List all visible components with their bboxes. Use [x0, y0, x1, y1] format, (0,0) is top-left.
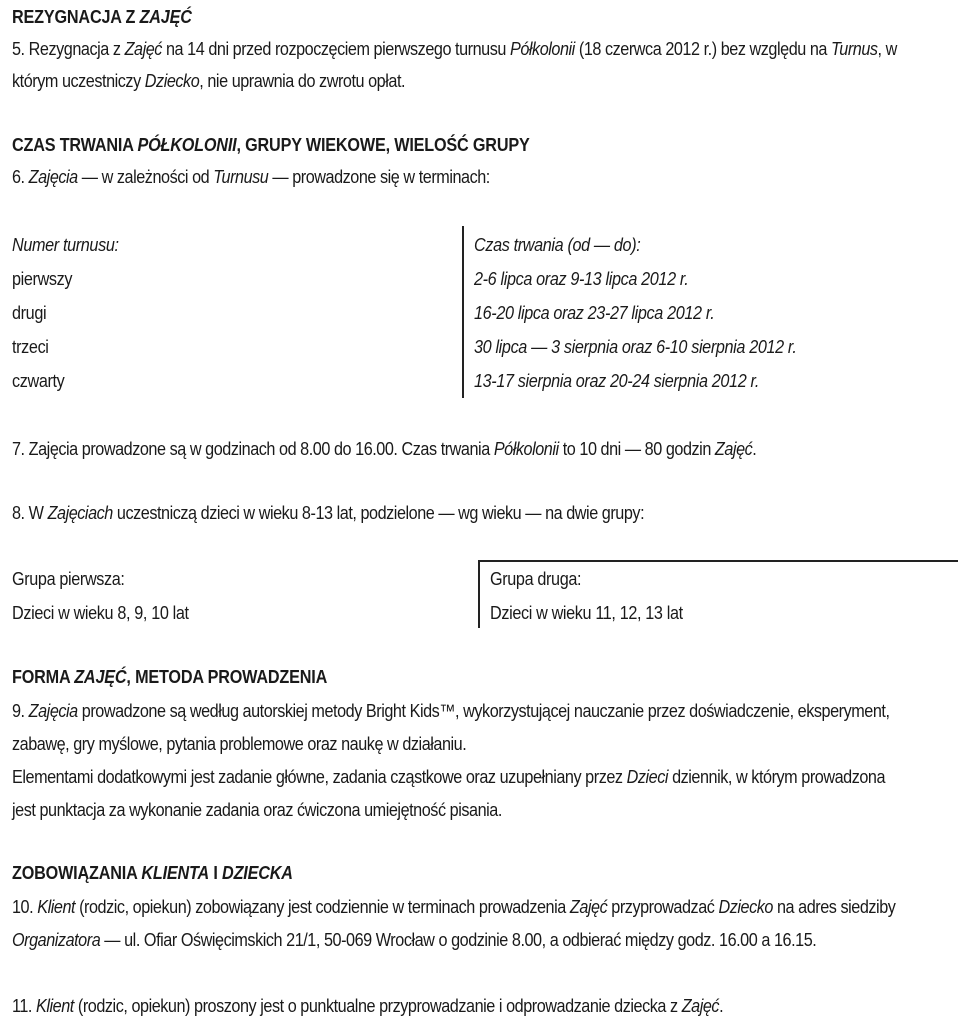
- group-1-header: Grupa pierwsza:: [12, 569, 125, 589]
- section-heading-czas-trwania: CZAS TRWANIA PÓŁKOLONII, GRUPY WIEKOWE, WIELOŚĆ GRUPY: [12, 135, 530, 155]
- turnus-name: czwarty: [12, 371, 65, 391]
- paragraph-8: 8. W Zajęciach uczestniczą dzieci w wieku 8-13 lat, podzielone — wg wieku — na dwie grupy:: [12, 503, 645, 523]
- groups-top-rule: [478, 560, 958, 562]
- turnus-dates: 30 lipca — 3 sierpnia oraz 6-10 sierpnia 2012 r.: [474, 337, 797, 357]
- turnus-name: pierwszy: [12, 269, 73, 289]
- turnus-name: trzeci: [12, 337, 49, 357]
- groups-divider: [478, 560, 480, 628]
- paragraph-9b-line-2: jest punktacja za wykonanie zadania oraz ćwiczona umiejętność pisania.: [12, 800, 502, 820]
- paragraph-7: 7. Zajęcia prowadzone są w godzinach od 8.00 do 16.00. Czas trwania Półkolonii to 10 dni — 80 godzin Zajęć.: [12, 439, 757, 459]
- section-heading-zobowiazania: ZOBOWIĄZANIA KLIENTA I DZIECKA: [12, 863, 293, 883]
- paragraph-10-line-2: Organizatora — ul. Ofiar Oświęcimskich 21/1, 50-069 Wrocław o godzinie 8.00, a odbierać między godz. 16.00 a 16.15.: [12, 930, 817, 950]
- paragraph-9-line-1: 9. Zajęcia prowadzone są według autorskiej metody Bright Kids™, wykorzystującej nauczanie przez doświadczenie, eksperyment,: [12, 701, 890, 721]
- turnus-dates: 16-20 lipca oraz 23-27 lipca 2012 r.: [474, 303, 715, 323]
- section-heading-rezygnacja: REZYGNACJA Z ZAJĘĆ: [12, 7, 192, 27]
- paragraph-5-line-2: którym uczestniczy Dziecko, nie uprawnia do zwrotu opłat.: [12, 71, 406, 91]
- group-2-value: Dzieci w wieku 11, 12, 13 lat: [490, 603, 683, 623]
- section-heading-forma-zajec: FORMA ZAJĘĆ, METODA PROWADZENIA: [12, 667, 328, 687]
- turnus-name: drugi: [12, 303, 47, 323]
- group-2-header: Grupa druga:: [490, 569, 582, 589]
- paragraph-5-line-1: 5. Rezygnacja z Zajęć na 14 dni przed rozpoczęciem pierwszego turnusu Półkolonii (18 czerwca 2012 r.) bez względu na Turnus, w: [12, 39, 897, 59]
- turnus-dates: 2-6 lipca oraz 9-13 lipca 2012 r.: [474, 269, 689, 289]
- paragraph-9-line-2: zabawę, gry myślowe, pytania problemowe oraz naukę w działaniu.: [12, 734, 467, 754]
- table-divider: [462, 226, 464, 398]
- turnus-dates: 13-17 sierpnia oraz 20-24 sierpnia 2012 r.: [474, 371, 760, 391]
- turnus-table-col1-header: Numer turnusu:: [12, 235, 119, 255]
- paragraph-6: 6. Zajęcia — w zależności od Turnusu — prowadzone się w terminach:: [12, 167, 490, 187]
- group-1-value: Dzieci w wieku 8, 9, 10 lat: [12, 603, 189, 623]
- paragraph-10-line-1: 10. Klient (rodzic, opiekun) zobowiązany jest codziennie w terminach prowadzenia Zajęć przyprowadzać Dziecko na adres siedziby: [12, 897, 896, 917]
- turnus-table-col2-header: Czas trwania (od — do):: [474, 235, 641, 255]
- paragraph-11: 11. Klient (rodzic, opiekun) proszony jest o punktualne przyprowadzanie i odprowadzanie dziecka z Zajęć.: [12, 996, 724, 1016]
- paragraph-9b-line-1: Elementami dodatkowymi jest zadanie główne, zadania cząstkowe oraz uzupełniany przez Dzieci dziennik, w którym prowadzona: [12, 767, 886, 787]
